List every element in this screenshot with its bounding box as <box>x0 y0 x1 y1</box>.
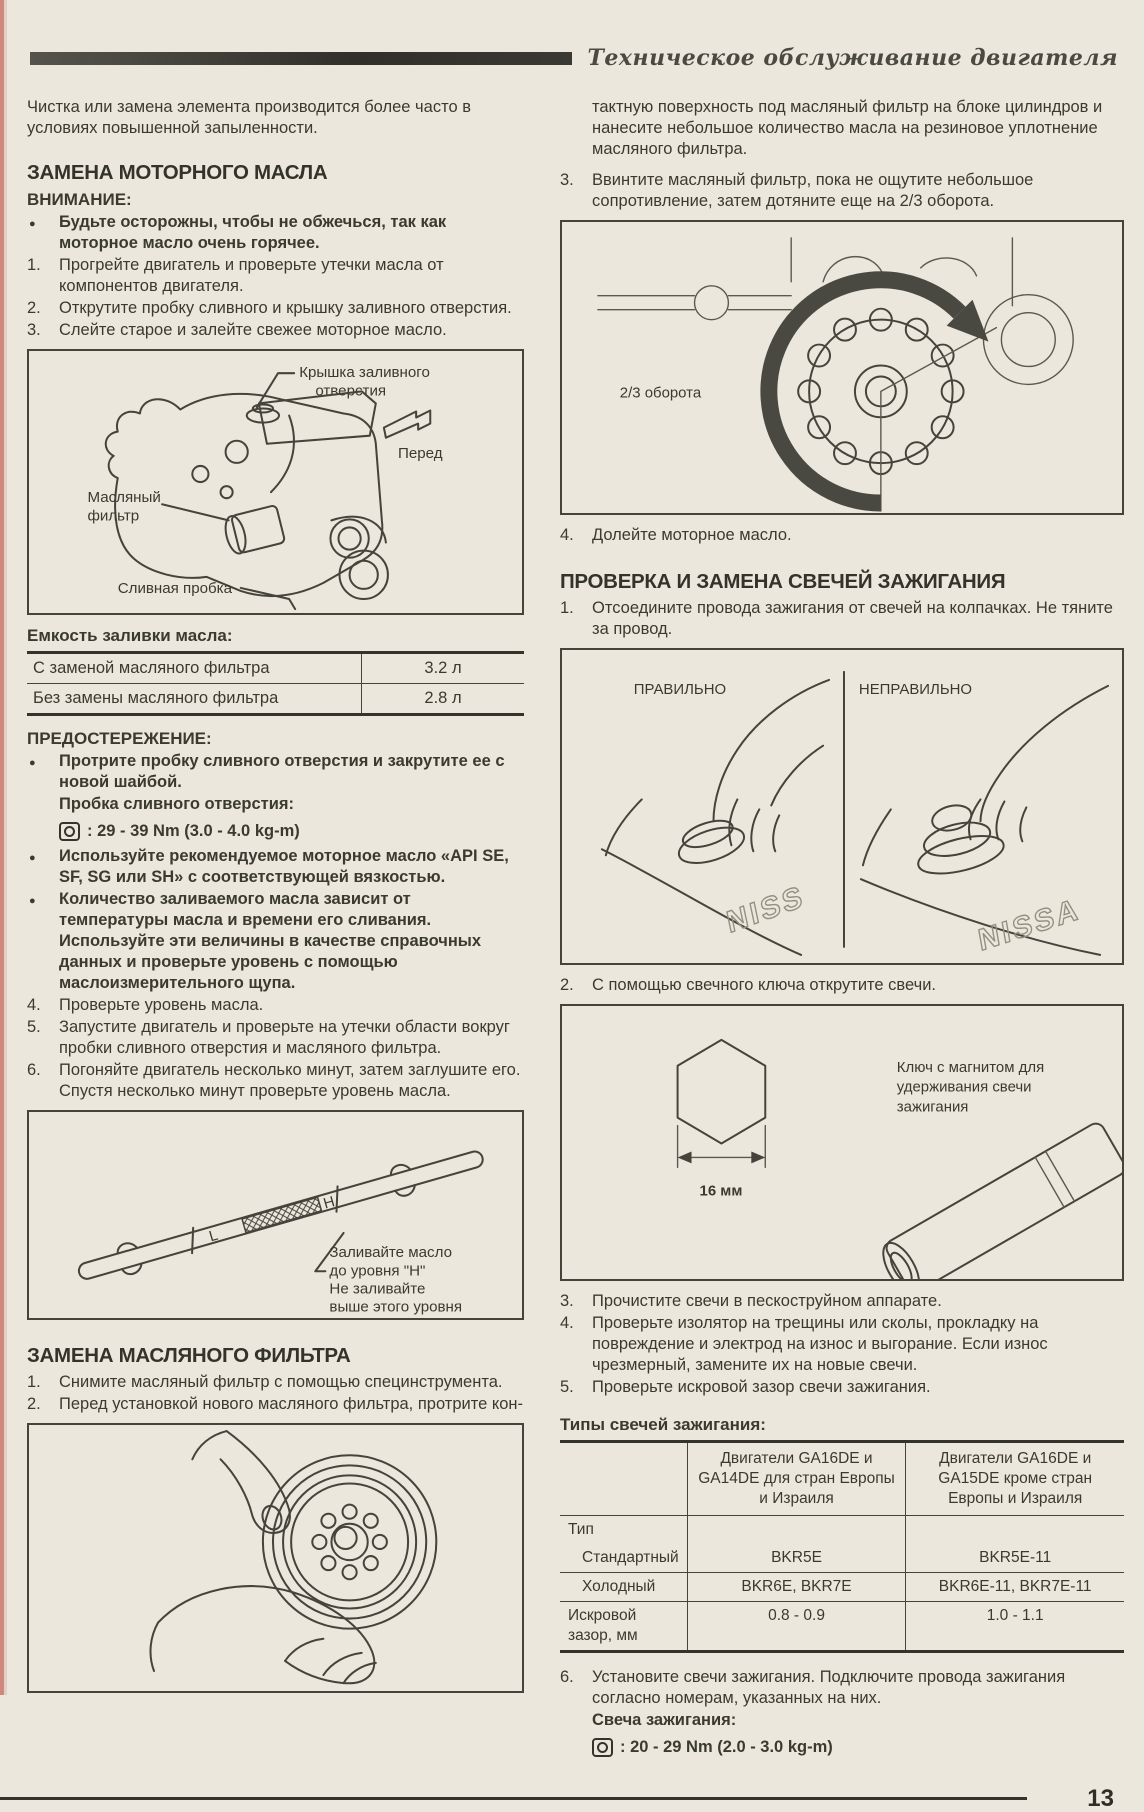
row-value: BKR6E-11, BKR7E-11 <box>906 1572 1124 1601</box>
socket-label-2: удерживания свечи <box>896 1078 1032 1096</box>
filter-step-4 <box>560 525 1124 546</box>
dim-arrow-left-icon <box>678 1151 692 1163</box>
step-number: 6. <box>560 1667 574 1686</box>
table-row-cold <box>560 1572 1124 1601</box>
header-cell-engines-2: Двигатели GA16DE и GA15DE кроме стран Европы и Израиля <box>906 1441 1124 1515</box>
turn-amount-label: 2/3 оборота <box>619 384 702 402</box>
socket-label: Ключ с магнитом для <box>896 1058 1045 1076</box>
step-number: 2. <box>560 975 574 994</box>
spark-step-6 <box>560 1667 1124 1709</box>
step-number: 4. <box>560 1313 574 1332</box>
bullet-marker <box>27 751 59 793</box>
filter-step-2-continuation: тактную поверхность под масляный фильтр на блоке цилиндров и нанесите небольшое количество масла на резиновое уплотнение масляного фильтра. <box>592 98 1103 158</box>
oil-step-6 <box>27 1060 524 1102</box>
capacity-row-value: 3.2 л <box>362 653 525 684</box>
scan-edge-artifact-soft <box>4 0 7 1695</box>
empty-cell <box>687 1515 906 1544</box>
row-value: 0.8 - 0.9 <box>687 1601 906 1651</box>
plug-types-table <box>560 1440 1124 1653</box>
dipstick-note-2: до уровня "Н" <box>329 1262 426 1280</box>
drain-plug-spec-label: Пробка сливного отверстия: <box>59 795 294 814</box>
drain-plug-label: Сливная пробка <box>117 579 233 597</box>
step-text: Прогрейте двигатель и проверьте утечки масла от компонентов двигателя. <box>59 256 444 295</box>
step-text: Установите свечи зажигания. Подключите провода зажигания согласно номерам, указанных на них. <box>592 1667 1066 1707</box>
caution-text: Протрите пробку сливного отверстия и закрутите ее с новой шайбой. <box>59 752 505 792</box>
table-header-row <box>560 1441 1124 1515</box>
step-number: 3. <box>27 321 41 339</box>
caution-bullet-2 <box>27 846 524 888</box>
right-column <box>560 97 1124 1762</box>
row-value: BKR5E-11 <box>906 1544 1124 1573</box>
figure-engine-oil-points <box>27 349 524 615</box>
dipstick-diagram <box>29 1112 522 1318</box>
spark-socket-diagram <box>562 1006 1122 1279</box>
bullet-marker <box>27 889 59 994</box>
page-columns <box>0 69 1144 1762</box>
oil-step-5 <box>27 1017 524 1059</box>
spark-step-4 <box>560 1313 1124 1376</box>
table-row <box>27 653 524 684</box>
step-number: 2. <box>27 299 41 317</box>
attention-bullet <box>27 212 524 254</box>
step-text: Проверьте изолятор на трещины или сколы, прокладку на повреждение и электрод на износ и выгорание. Если износ чрезмерный, замените их на новые свечи. <box>592 1313 1048 1374</box>
step-text: Проверьте уровень масла. <box>59 996 264 1015</box>
valve-cover-brand-left: NISS <box>723 879 808 940</box>
page-header-title: Техническое обслуживание двигателя <box>587 45 1118 71</box>
step-text: Отсоедините провода зажигания от свечей на колпачках. Не тяните за провод. <box>592 598 1113 638</box>
capacity-row-value: 2.8 л <box>362 684 525 715</box>
spark-step-3 <box>560 1291 1124 1312</box>
spark-plug-torque <box>592 1737 1124 1758</box>
filter-step-3 <box>560 170 1124 212</box>
engine-diagram <box>29 351 522 613</box>
torque-spec: : 20 - 29 Nm (2.0 - 3.0 kg-m) <box>620 1737 833 1756</box>
torque-spec: : 29 - 39 Nm (3.0 - 4.0 kg-m) <box>87 822 300 841</box>
filter-tighten-diagram <box>562 222 1122 513</box>
caution-label: ПРЕДОСТЕРЕЖЕНИЕ: <box>27 729 212 749</box>
oil-capacity-table <box>27 651 524 716</box>
step-number: 3. <box>560 171 574 189</box>
step-text: Погоняйте двигатель несколько минут, затем заглушите его. Спустя несколько минут проверьте уровень масла. <box>59 1061 521 1101</box>
caution-bullet-1 <box>27 751 524 793</box>
dim-arrow-right-icon <box>751 1151 765 1163</box>
table-row-type <box>560 1515 1124 1544</box>
step-text: Перед установкой нового масляного фильтра, протрите кон- <box>59 1394 524 1413</box>
step-text: Открутите пробку сливного и крышку заливного отверстия. <box>59 299 512 317</box>
oil-step-1 <box>27 255 524 297</box>
header-cell-empty <box>560 1441 687 1515</box>
step-number: 5. <box>560 1377 574 1396</box>
oil-step-3 <box>27 320 524 341</box>
step-text: Долейте моторное масло. <box>592 525 792 544</box>
oil-step-4 <box>27 995 524 1016</box>
row-value: BKR5E <box>687 1544 906 1573</box>
step-number: 3. <box>560 1291 574 1310</box>
step-number: 1. <box>560 598 574 617</box>
oil-filter-hands-diagram <box>29 1425 522 1691</box>
attention-text: Будьте осторожны, чтобы не обжечься, так как моторное масло очень горячее. <box>59 213 447 252</box>
step-text: Прочистите свечи в пескоструйном аппарате. <box>592 1291 942 1310</box>
step-number: 2. <box>27 1394 41 1413</box>
step-text: С помощью свечного ключа открутите свечи. <box>592 975 937 994</box>
dipstick-note-4: выше этого уровня <box>329 1298 463 1316</box>
table-row-gap <box>560 1601 1124 1651</box>
intro-paragraph: Чистка или замена элемента производится более часто в условиях повышенной запыленности. <box>27 98 471 137</box>
empty-cell <box>906 1515 1124 1544</box>
page-header <box>0 0 1144 69</box>
torque-icon <box>592 1738 613 1757</box>
oil-filter-label: Масляный <box>87 489 161 507</box>
row-label: Искровой зазор, мм <box>568 1606 638 1644</box>
front-arrow-icon <box>384 410 430 437</box>
row-value: 1.0 - 1.1 <box>906 1601 1124 1651</box>
step-text: Ввинтите масляный фильтр, пока не ощутите небольшое сопротивление, затем дотяните еще на 2/3 оборота. <box>592 171 1034 210</box>
figure-filter-tighten <box>560 220 1124 515</box>
dipstick-note: Заливайте масло <box>329 1244 453 1262</box>
step-number: 4. <box>560 525 574 544</box>
drain-plug-torque <box>59 821 524 842</box>
table-row <box>27 684 524 715</box>
row-label: Стандартный <box>560 1544 687 1573</box>
spark-plug-spec-label: Свеча зажигания: <box>592 1710 737 1729</box>
front-label: Перед <box>397 444 443 462</box>
section-title-filter-change: ЗАМЕНА МАСЛЯНОГО ФИЛЬТРА <box>27 1343 351 1367</box>
wire-removal-diagram <box>562 650 1122 963</box>
section-title-oil-change: ЗАМЕНА МОТОРНОГО МАСЛА <box>27 161 328 184</box>
hex-size-label: 16 мм <box>699 1182 743 1200</box>
dipstick-low-mark: L <box>207 1226 220 1246</box>
bullet-marker <box>27 212 59 254</box>
spark-step-2 <box>560 975 1124 996</box>
page-number: 13 <box>1087 1784 1114 1812</box>
filter-step-1 <box>27 1372 524 1393</box>
cap-label-2: отверстия <box>315 382 387 400</box>
torque-icon <box>59 822 80 841</box>
plug-types-title: Типы свечей зажигания: <box>560 1414 766 1434</box>
oil-capacity-block <box>27 625 524 716</box>
oil-filter-label-2: фильтр <box>87 507 140 525</box>
footer-rule <box>0 1797 1027 1801</box>
attention-label: ВНИМАНИЕ: <box>27 190 132 209</box>
figure-dipstick <box>27 1110 524 1320</box>
section-title-spark-plugs: ПРОВЕРКА И ЗАМЕНА СВЕЧЕЙ ЗАЖИГАНИЯ <box>560 569 1006 593</box>
valve-cover-brand-right: NISSA <box>975 892 1083 958</box>
step-number: 1. <box>27 256 41 274</box>
capacity-row-label: Без замены масляного фильтра <box>33 689 279 708</box>
bullet-marker <box>27 846 59 888</box>
dipstick-high-mark: H <box>321 1193 337 1213</box>
row-value: BKR6E, BKR7E <box>687 1572 906 1601</box>
oil-capacity-title: Емкость заливки масла: <box>27 626 233 646</box>
cap-label: Крышка заливного <box>299 364 430 382</box>
filter-step-2 <box>27 1394 524 1415</box>
page-footer <box>0 1784 1144 1812</box>
step-text: Слейте старое и залейте свежее моторное масло. <box>59 321 447 339</box>
caution-bullet-3 <box>27 889 524 994</box>
type-group-label: Тип <box>568 1520 594 1538</box>
spark-step-1 <box>560 598 1124 640</box>
figure-oil-filter-hands <box>27 1423 524 1693</box>
caution-text: Используйте рекомендуемое моторное масло «API SE, SF, SG или SH» с соответствующей вязкостью. <box>59 847 509 887</box>
header-cell-engines-1: Двигатели GA16DE и GA14DE для стран Европы и Израиля <box>687 1441 906 1515</box>
step-number: 5. <box>27 1018 41 1037</box>
step-number: 1. <box>27 1372 41 1391</box>
left-column <box>27 97 524 1762</box>
step-text: Проверьте искровой зазор свечи зажигания. <box>592 1377 931 1396</box>
socket-label-3: зажигания <box>896 1098 969 1116</box>
table-row-standard <box>560 1544 1124 1573</box>
row-label: Холодный <box>560 1572 687 1601</box>
spark-step-5 <box>560 1377 1124 1398</box>
incorrect-label: НЕПРАВИЛЬНО <box>858 680 973 698</box>
step-number: 6. <box>27 1061 41 1080</box>
step-text: Снимите масляный фильтр с помощью специнструмента. <box>59 1372 503 1391</box>
capacity-row-label: С заменой масляного фильтра <box>27 653 362 684</box>
correct-label: ПРАВИЛЬНО <box>633 680 727 698</box>
header-rule <box>30 52 572 65</box>
dipstick-note-3: Не заливайте <box>329 1280 426 1298</box>
figure-spark-socket <box>560 1004 1124 1281</box>
caution-text: Количество заливаемого масла зависит от температуры масла и времени его сливания. Используйте эти величины в качестве справочных данных и проверьте уровень с помощью маслоизмерительного щупа. <box>59 890 482 993</box>
figure-wire-removal <box>560 648 1124 965</box>
oil-step-2 <box>27 298 524 319</box>
step-number: 4. <box>27 996 41 1015</box>
step-text: Запустите двигатель и проверьте на утечки области вокруг пробки сливного отверстия и масляного фильтра. <box>59 1018 510 1058</box>
